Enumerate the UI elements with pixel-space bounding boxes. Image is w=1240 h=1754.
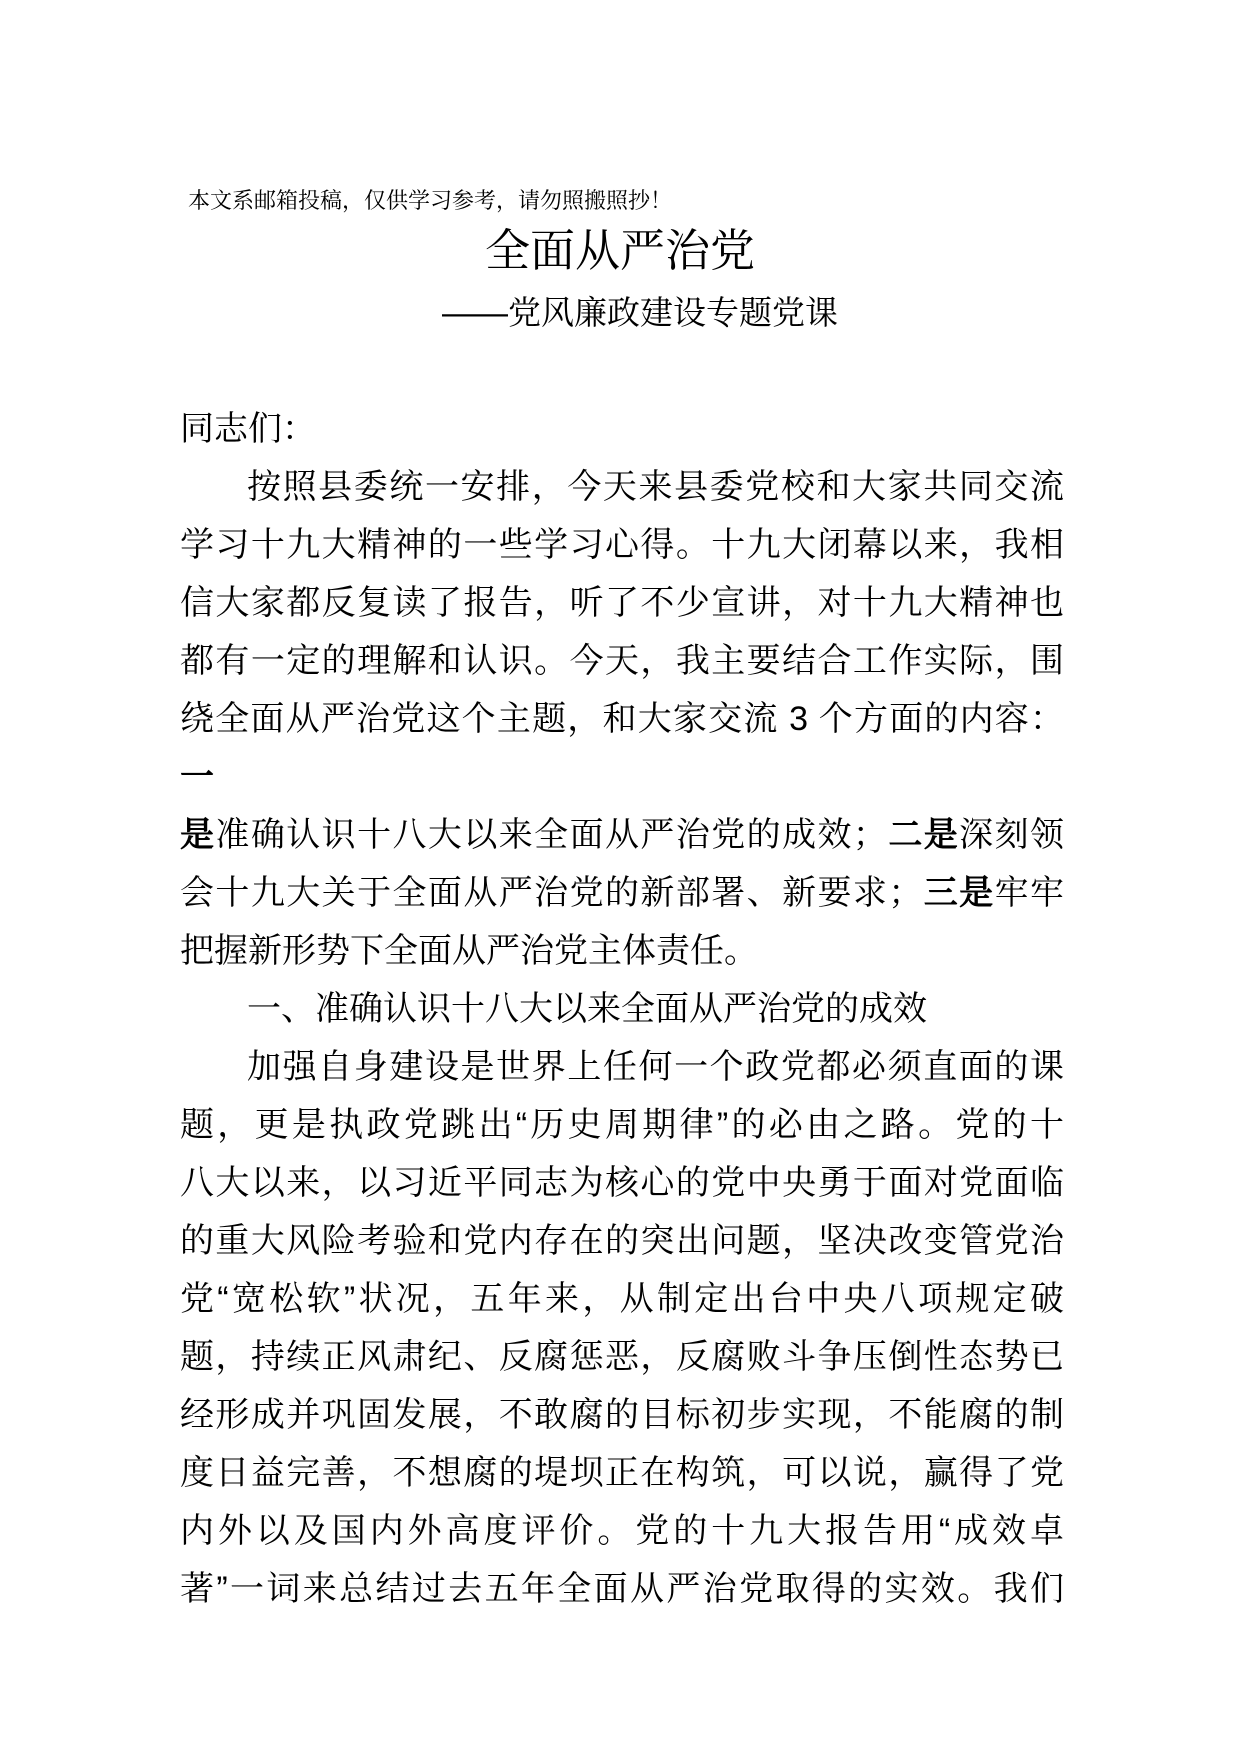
text-segment: 题，持续正风肃纪、反腐惩恶，反腐败斗争压倒性态势已 [180,1338,1064,1376]
text-segment: 内外以及国内外高度评价。党的十九大报告用“成效卓 [180,1512,1064,1550]
document-subtitle: ——党风廉政建设专题党课 [442,294,838,331]
text-line [180,1096,1064,1154]
bold-text: 二是 [886,816,960,854]
text-segment: 牢牢 [994,874,1065,912]
document-body [180,400,1064,1618]
text-line [180,1560,1064,1618]
text-line [180,806,1064,864]
text-segment: 把握新形势下全面从严治党主体责任。 [180,932,758,970]
text-line [180,864,1064,922]
text-segment: 党“宽松软”状况，五年来，从制定出台中央八项规定破 [180,1280,1064,1318]
text-line [180,922,1064,980]
text-line [180,980,1064,1038]
text-line [180,400,1064,458]
text-segment: 都有一定的理解和认识。今天，我主要结合工作实际，围 [180,642,1064,680]
text-segment: 加强自身建设是世界上任何一个政党都必须直面的课 [247,1048,1064,1086]
text-segment: 经形成并巩固发展，不敢腐的目标初步实现，不能腐的制 [180,1396,1064,1434]
text-line [180,1270,1064,1328]
text-segment: 著”一词来总结过去五年全面从严治党取得的实效。我们 [180,1570,1064,1608]
text-line [180,1154,1064,1212]
text-line [180,458,1064,516]
text-segment: 八大以来，以习近平同志为核心的党中央勇于面对党面临 [180,1164,1064,1202]
text-segment: 深刻领 [959,816,1065,854]
document-title: 全面从严治党 [484,225,755,276]
text-segment: 信大家都反复读了报告，听了不少宣讲，对十九大精神也 [180,584,1064,622]
text-segment: 的重大风险考验和党内存在的突出问题，坚决改变管党治 [180,1222,1064,1260]
bold-text: 一 [180,758,214,796]
text-line [180,690,1064,806]
text-segment: 度日益完善，不想腐的堤坝正在构筑，可以说，赢得了党 [180,1454,1064,1492]
text-line [180,1502,1064,1560]
text-segment: 会十九大关于全面从严治党的新部署、新要求； [180,874,923,912]
text-line [180,516,1064,574]
text-segment: 按照县委统一安排，今天来县委党校和大家共同交流 [247,468,1064,506]
text-segment: 同志们： [180,410,316,448]
text-line [180,1444,1064,1502]
text-line [180,1212,1064,1270]
text-segment: 一、准确认识十八大以来全面从严治党的成效 [247,990,927,1028]
bold-text: 三是 [922,874,995,912]
text-line [180,574,1064,632]
bold-text: 是 [180,816,216,854]
text-segment: 题，更是执政党跳出“历史周期律”的必由之路。党的十 [180,1106,1064,1144]
text-segment: 绕全面从严治党这个主题，和大家交流 3 个方面的内容： [180,700,1064,738]
text-line [180,632,1064,690]
text-segment: 学习十九大精神的一些学习心得。十九大闭幕以来，我相 [180,526,1064,564]
text-line [180,1386,1064,1444]
header-note: 本文系邮箱投稿，仅供学习参考，请勿照搬照抄！ [188,188,673,213]
text-line [180,1328,1064,1386]
text-segment: 准确认识十八大以来全面从严治党的成效； [215,816,887,854]
text-line [180,1038,1064,1096]
